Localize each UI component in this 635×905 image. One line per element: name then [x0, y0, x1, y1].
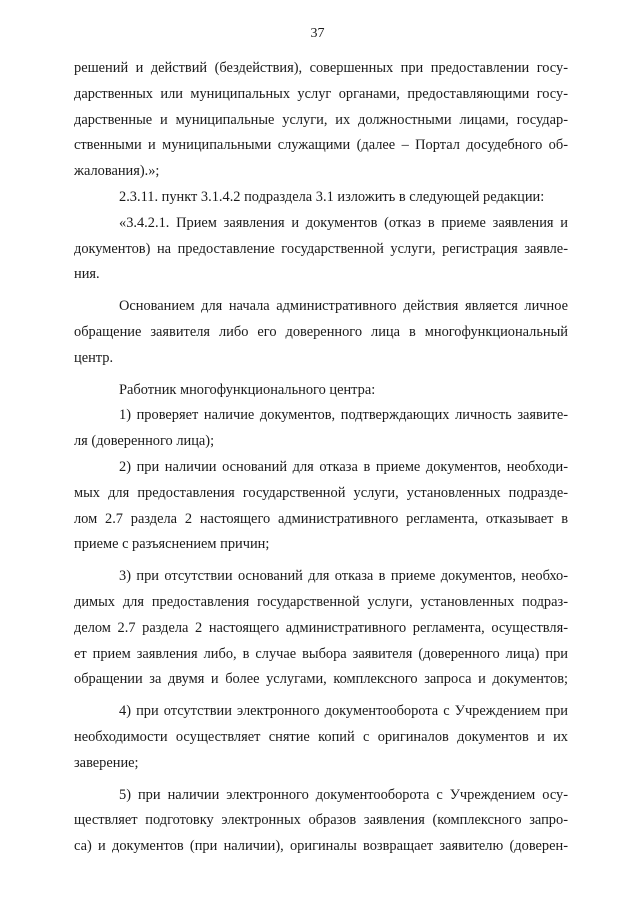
text-line: дарственные и муниципальные услуги, их должностными лицами, государ- [74, 111, 568, 128]
text-line: центр. [74, 349, 114, 366]
text-line: 1) проверяет наличие документов, подтверждающих личность заявите- [119, 407, 568, 424]
text-line: заверение; [74, 754, 139, 771]
text-line: мых для предоставления государственной услуги, установленных подразде- [74, 484, 568, 501]
text-line: ния. [74, 266, 100, 283]
text-line: жалования).»; [74, 163, 160, 180]
text-line: необходимости осуществляет снятие копий с оригиналов документов и их [74, 728, 568, 745]
text-line: 4) при отсутствии электронного документооборота с Учреждением при [119, 703, 568, 720]
body-text [74, 56, 568, 860]
text-line: са) и документов (при наличии), оригиналы возвращает заявителю (доверен- [74, 838, 568, 855]
text-line: приеме с разъяснением причин; [74, 536, 270, 553]
text-line: обращение заявителя либо его доверенного лица в многофункциональный [74, 323, 568, 340]
text-line: 3) при отсутствии оснований для отказа в приеме документов, необхо- [119, 568, 568, 585]
page-number: 37 [310, 26, 325, 41]
text-line: делом 2.7 раздела 2 настоящего административного регламента, осуществля- [74, 619, 568, 636]
text-line: ля (доверенного лица); [74, 433, 215, 450]
text-line: решений и действий (бездействия), совершенных при предоставлении госу- [74, 60, 568, 76]
text-line: 2.3.11. пункт 3.1.4.2 подраздела 3.1 изложить в следующей редакции: [119, 188, 545, 205]
text-line: димых для предоставления государственной услуги, установленных подраз- [74, 593, 568, 610]
text-line: «3.4.2.1. Прием заявления и документов (отказ в приеме заявления и [119, 214, 568, 231]
text-line: документов) на предоставление государственной услуги, регистрация заявле- [74, 240, 568, 257]
text-line: обращении за двумя и более услугами, комплексного запроса и документов; [74, 671, 568, 688]
text-line: ственными и муниципальными служащими (далее – Портал досудебного об- [74, 137, 568, 154]
text-line: ществляет подготовку электронных образов заявления (комплексного запро- [74, 812, 568, 829]
text-line: Основанием для начала административного действия является личное [119, 298, 568, 315]
text-line: 2) при наличии оснований для отказа в приеме документов, необходи- [119, 458, 568, 475]
text-line: Работник многофункционального центра: [119, 381, 376, 398]
text-line: ет прием заявления либо, в случае выбора заявителя (доверенного лица) при [74, 645, 568, 662]
text-line: дарственных или муниципальных услуг органами, предоставляющими госу- [74, 85, 568, 102]
text-line: 5) при наличии электронного документооборота с Учреждением осу- [119, 786, 568, 803]
text-line: лом 2.7 раздела 2 настоящего административного регламента, отказывает в [74, 510, 568, 527]
